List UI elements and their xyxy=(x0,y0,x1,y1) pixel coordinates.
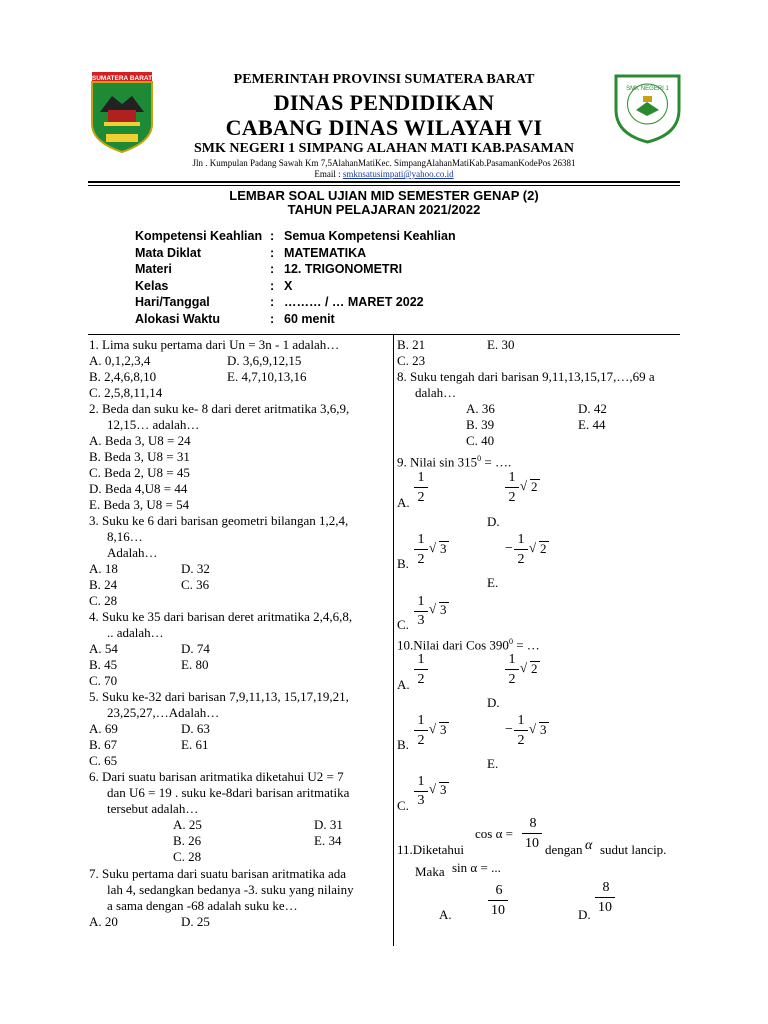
option-c: C. 28 xyxy=(89,593,118,608)
option-d-label: D. xyxy=(487,695,500,710)
fraction-denominator: 10 xyxy=(491,903,505,918)
fraction-denominator: 2 xyxy=(417,672,425,687)
fraction-bar xyxy=(414,730,428,731)
fraction-denominator: 2 xyxy=(417,552,425,567)
option-d: D. 25 xyxy=(181,914,210,929)
radicand: 2 xyxy=(531,479,538,494)
fraction-denominator: 2 xyxy=(508,490,516,505)
minus-sign: − xyxy=(505,541,513,556)
section-rule xyxy=(88,334,680,335)
fraction-numerator: 1 xyxy=(417,470,425,485)
fraction-denominator: 10 xyxy=(525,836,539,851)
option-b: B. 2,4,6,8,10 xyxy=(89,369,157,384)
fraction-numerator: 1 xyxy=(417,652,425,667)
fraction-denominator: 3 xyxy=(417,613,425,628)
exam-info xyxy=(135,229,456,329)
option-d: D. 3,6,9,12,15 xyxy=(227,353,302,368)
option-d: D. 32 xyxy=(181,561,210,576)
fraction-numerator: 8 xyxy=(529,816,537,831)
question-10: 10.Nilai dari Cos $390^0$ = … xyxy=(397,637,540,653)
radicand: 3 xyxy=(440,602,447,617)
question-3: 3. Suku ke 6 dari barisan geometri bilangan 1,2,4, xyxy=(89,513,349,528)
option-a: A. 36 xyxy=(466,401,495,416)
fraction-denominator: 2 xyxy=(508,672,516,687)
sqrt-symbol: √ xyxy=(520,660,528,675)
radicand: 2 xyxy=(540,541,547,556)
fraction-numerator: 1 xyxy=(417,594,425,609)
fraction-numerator: 1 xyxy=(417,774,425,789)
option-b: B. 67 xyxy=(89,737,118,752)
option-b: B. 39 xyxy=(466,417,495,432)
option-d: D. 42 xyxy=(578,401,607,416)
fraction-denominator: 3 xyxy=(417,793,425,808)
info-row: Hari/Tanggal : ……… / … MARET 2022 xyxy=(135,295,424,310)
question-5-cont: 23,25,27,…Adalah… xyxy=(107,705,220,720)
option-d: D. 63 xyxy=(181,721,210,736)
fraction-numerator: 8 xyxy=(602,880,610,895)
option-b: B. 45 xyxy=(89,657,118,672)
fraction-denominator: 2 xyxy=(417,490,425,505)
option-c: C. 70 xyxy=(89,673,118,688)
option-a: A. 18 xyxy=(89,561,118,576)
fraction-numerator: 1 xyxy=(517,532,525,547)
question-11: 11.Diketahui xyxy=(397,842,465,857)
fraction-numerator: 1 xyxy=(508,470,516,485)
school-address: Jln . Kumpulan Padang Sawah Km 7,5AlahanMatiKec. SimpangAlahanMatiKab.PasamanKodePos 26381 xyxy=(192,158,576,168)
option-b: B. Beda 3, U8 = 31 xyxy=(89,449,190,464)
fraction-denominator: 10 xyxy=(598,900,612,915)
fraction-numerator: 1 xyxy=(417,532,425,547)
cos-alpha-expression: cos α = xyxy=(475,826,513,841)
question-8-cont: dalah… xyxy=(415,385,457,400)
fraction-numerator: 1 xyxy=(517,713,525,728)
option-e: E. 34 xyxy=(314,833,342,848)
question-4: 4. Suku ke 35 dari barisan deret aritmatika 2,4,6,8, xyxy=(89,609,353,624)
option-e: E. 30 xyxy=(487,337,515,352)
option-b-label: B. xyxy=(397,737,409,752)
fraction-denominator: 2 xyxy=(517,733,525,748)
option-d-label: D. xyxy=(578,907,591,922)
radicand: 3 xyxy=(440,541,447,556)
radicand: 3 xyxy=(440,722,447,737)
option-c: C. 36 xyxy=(181,577,210,592)
question-7-cont: a sama dengan -68 adalah suku ke… xyxy=(107,898,298,913)
fraction-numerator: 1 xyxy=(508,652,516,667)
question-3-cont: Adalah… xyxy=(107,545,158,560)
option-d: D. Beda 4,U8 = 44 xyxy=(89,481,188,496)
question-3-cont: 8,16… xyxy=(107,529,143,544)
sqrt-symbol: √ xyxy=(529,721,537,736)
sqrt-symbol: √ xyxy=(429,601,437,616)
sqrt-symbol: √ xyxy=(529,540,537,555)
question-7-cont: lah 4, sedangkan bedanya -3. suku yang nilainy xyxy=(107,882,354,897)
exam-year: TAHUN PELAJARAN 2021/2022 xyxy=(287,202,481,217)
option-a: A. 54 xyxy=(89,641,118,656)
option-b: B. 24 xyxy=(89,577,118,592)
option-c: C. 40 xyxy=(466,433,495,448)
option-a-label: A. xyxy=(439,907,452,922)
fraction-bar xyxy=(414,487,428,488)
option-c-label: C. xyxy=(397,617,409,632)
sqrt-symbol: √ xyxy=(429,721,437,736)
header-rule-thick xyxy=(88,181,680,183)
gov-name: PEMERINTAH PROVINSI SUMATERA BARAT xyxy=(233,72,535,87)
svg-text:SMK NEGERI 1: SMK NEGERI 1 xyxy=(626,86,669,92)
fraction-bar xyxy=(514,730,528,731)
question-1: 1. Lima suku pertama dari Un = 3n - 1 adalah… xyxy=(89,337,340,352)
info-row: Alokasi Waktu : 60 menit xyxy=(135,311,335,326)
sqrt-symbol: √ xyxy=(429,781,437,796)
fraction-bar xyxy=(414,611,428,612)
fraction-bar xyxy=(595,897,615,898)
fraction-bar xyxy=(414,549,428,550)
question-5: 5. Suku ke-32 dari barisan 7,9,11,13, 15,17,19,21, xyxy=(89,689,349,704)
radicand: 2 xyxy=(531,661,538,676)
sqrt-symbol: √ xyxy=(520,478,528,493)
fraction-bar xyxy=(488,900,508,901)
option-a: A. 20 xyxy=(89,914,118,929)
option-c: C. 65 xyxy=(89,753,118,768)
option-a-label: A. xyxy=(397,495,410,510)
fraction-bar xyxy=(505,487,519,488)
option-a: A. 25 xyxy=(173,817,202,832)
option-e: E. 4,7,10,13,16 xyxy=(227,369,307,384)
radicand: 3 xyxy=(440,782,447,797)
option-d-label: D. xyxy=(487,514,500,529)
question-2: 2. Beda dan suku ke- 8 dari deret aritmatika 3,6,9, xyxy=(89,401,350,416)
option-e-label: E. xyxy=(487,756,499,771)
question-6-cont: tersebut adalah… xyxy=(107,801,199,816)
option-c: C. 23 xyxy=(397,353,426,368)
fraction-bar xyxy=(522,833,542,834)
branch-name: CABANG DINAS WILAYAH VI xyxy=(225,115,543,140)
option-a: A. 0,1,2,3,4 xyxy=(89,353,151,368)
option-e: E. 44 xyxy=(578,417,606,432)
option-d: D. 31 xyxy=(314,817,343,832)
minus-sign: − xyxy=(505,722,513,737)
option-c: C. 2,5,8,11,14 xyxy=(89,385,163,400)
info-row: Kompetensi Keahlian : Semua Kompetensi Keahlian xyxy=(135,229,456,243)
option-b: B. 26 xyxy=(173,833,202,848)
option-c-label: C. xyxy=(397,798,409,813)
question-2-cont: 12,15… adalah… xyxy=(107,417,200,432)
radicand: 3 xyxy=(540,722,547,737)
fraction-denominator: 2 xyxy=(517,552,525,567)
email-link[interactable]: smknsatusimpati@yahoo.co.id xyxy=(342,169,454,179)
option-e: E. Beda 3, U8 = 54 xyxy=(89,497,190,512)
exam-title: LEMBAR SOAL UJIAN MID SEMESTER GENAP (2) xyxy=(229,188,539,203)
alpha-symbol: α xyxy=(585,838,593,853)
info-row: Kelas : X xyxy=(135,278,293,293)
info-row: Mata Diklat : MATEMATIKA xyxy=(135,245,367,260)
option-c: C. 28 xyxy=(173,849,202,864)
column-divider xyxy=(393,334,394,946)
fraction-bar xyxy=(414,791,428,792)
option-a: A. 69 xyxy=(89,721,118,736)
fraction-numerator: 1 xyxy=(417,713,425,728)
option-e: E. 61 xyxy=(181,737,209,752)
school-name: SMK NEGERI 1 SIMPANG ALAHAN MATI KAB.PASAMAN xyxy=(194,141,574,156)
school-email: Email : smknsatusimpati@yahoo.co.id xyxy=(314,169,454,179)
question-7: 7. Suku pertama dari suatu barisan aritmatika ada xyxy=(89,866,347,881)
sqrt-symbol: √ xyxy=(429,540,437,555)
option-b-label: B. xyxy=(397,556,409,571)
option-a-label: A. xyxy=(397,677,410,692)
question-4-cont: .. adalah… xyxy=(107,625,164,640)
question-6-cont: dan U6 = 19 . suku ke-8dari barisan aritmatika xyxy=(107,785,350,800)
fraction-bar xyxy=(514,549,528,550)
fraction-bar xyxy=(505,669,519,670)
info-row: Materi : 12. TRIGONOMETRI xyxy=(135,262,403,277)
option-e-label: E. xyxy=(487,575,499,590)
svg-text:SUMATERA BARAT: SUMATERA BARAT xyxy=(91,75,153,82)
maka-label: Maka xyxy=(415,864,445,879)
sin-alpha-expression: sin α = ... xyxy=(452,860,501,875)
question-8: 8. Suku tengah dari barisan 9,11,13,15,17,…,69 a xyxy=(397,369,655,384)
option-c: C. Beda 2, U8 = 45 xyxy=(89,465,190,480)
option-d: D. 74 xyxy=(181,641,210,656)
sudut-lancip-label: sudut lancip. xyxy=(600,842,667,857)
fraction-denominator: 2 xyxy=(417,733,425,748)
fraction-bar xyxy=(414,669,428,670)
question-6: 6. Dari suatu barisan aritmatika diketahui U2 = 7 xyxy=(89,769,344,784)
question-9: 9. Nilai $\sin 315^0$ = …. xyxy=(397,454,512,470)
option-a: A. Beda 3, U8 = 24 xyxy=(89,433,191,448)
option-e: E. 80 xyxy=(181,657,209,672)
header-rule-thin xyxy=(88,185,680,186)
option-b: B. 21 xyxy=(397,337,426,352)
fraction-numerator: 6 xyxy=(495,883,503,898)
dengan-label: dengan xyxy=(545,842,583,857)
dept-name: DINAS PENDIDIKAN xyxy=(273,90,495,115)
